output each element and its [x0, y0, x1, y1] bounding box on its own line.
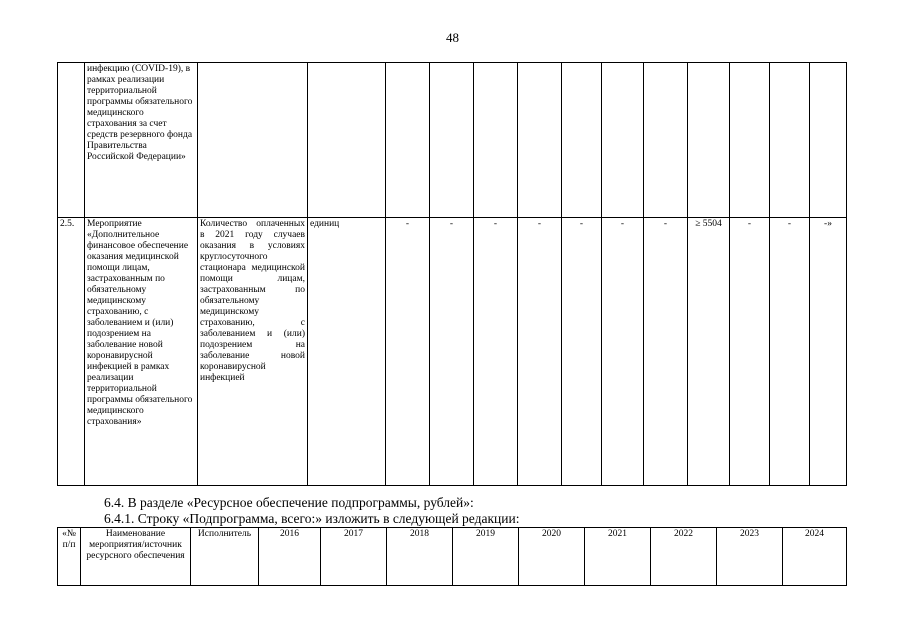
header-2016: 2016	[259, 528, 321, 586]
cell-value	[688, 63, 730, 218]
header-2022: 2022	[651, 528, 717, 586]
cell-value: -	[474, 218, 518, 486]
cell-event-name: инфекцию (COVID-19), в рамках реализации территориальной программы обязательного медицинского страхования за счет средств резервного фонда Правительства Российской Федерации»	[85, 63, 198, 218]
header-2017: 2017	[321, 528, 387, 586]
cell-num	[58, 63, 85, 218]
cell-value: -	[562, 218, 602, 486]
section-paragraph: 6.4.1. Строку «Подпрограмма, всего:» изложить в следующей редакции:	[104, 511, 520, 526]
cell-unit	[308, 63, 386, 218]
header-name: Наименование мероприятия/источник ресурсного обеспечения	[81, 528, 191, 586]
page-number: 48	[446, 30, 459, 45]
header-2021: 2021	[585, 528, 651, 586]
cell-value	[562, 63, 602, 218]
cell-value	[386, 63, 430, 218]
cell-unit: единиц	[308, 218, 386, 486]
table-header-row	[58, 528, 847, 586]
cell-num: 2.5.	[58, 218, 85, 486]
cell-value: -	[430, 218, 474, 486]
cell-event-name: Мероприятие «Дополнительное финансовое обеспечение оказания медицинской помощи лицам, застрахованным по обязательному медицинскому страхованию, с заболеванием и (или) подозрением на заболевание новой коронавирусной инфекцией в рамках реализации территориальной программы обязательного медицинского страхования»	[85, 218, 198, 486]
header-2018: 2018	[387, 528, 453, 586]
section-paragraph: 6.4. В разделе «Ресурсное обеспечение подпрограммы, рублей»:	[104, 495, 474, 510]
cell-value	[518, 63, 562, 218]
cell-value: -	[602, 218, 644, 486]
cell-value	[474, 63, 518, 218]
cell-value-2021: ≥ 5504	[688, 218, 730, 486]
cell-value: -	[518, 218, 562, 486]
header-2019: 2019	[453, 528, 519, 586]
header-2020: 2020	[519, 528, 585, 586]
cell-value	[430, 63, 474, 218]
header-num: «№ п/п	[58, 528, 81, 586]
header-2023: 2023	[717, 528, 783, 586]
cell-value	[810, 63, 847, 218]
cell-indicator	[198, 63, 308, 218]
cell-indicator: Количество оплаченных в 2021 году случаев оказания в условиях круглосуточного стационара медицинской помощи лицам, застрахованным по обязательному медицинскому страхованию, с заболеванием и (или) подозрением на заболевание новой коронавирусной инфекцией	[198, 218, 308, 486]
indicators-table	[57, 62, 847, 486]
cell-value	[602, 63, 644, 218]
cell-value	[770, 63, 810, 218]
cell-value	[644, 63, 688, 218]
cell-value: -	[644, 218, 688, 486]
table-row	[58, 63, 847, 218]
header-2024: 2024	[783, 528, 847, 586]
table-row	[58, 218, 847, 486]
cell-value: -	[730, 218, 770, 486]
cell-value	[730, 63, 770, 218]
cell-value: -	[770, 218, 810, 486]
cell-value: -»	[810, 218, 847, 486]
resources-table	[57, 527, 847, 586]
cell-value: -	[386, 218, 430, 486]
header-executor: Исполнитель	[191, 528, 259, 586]
